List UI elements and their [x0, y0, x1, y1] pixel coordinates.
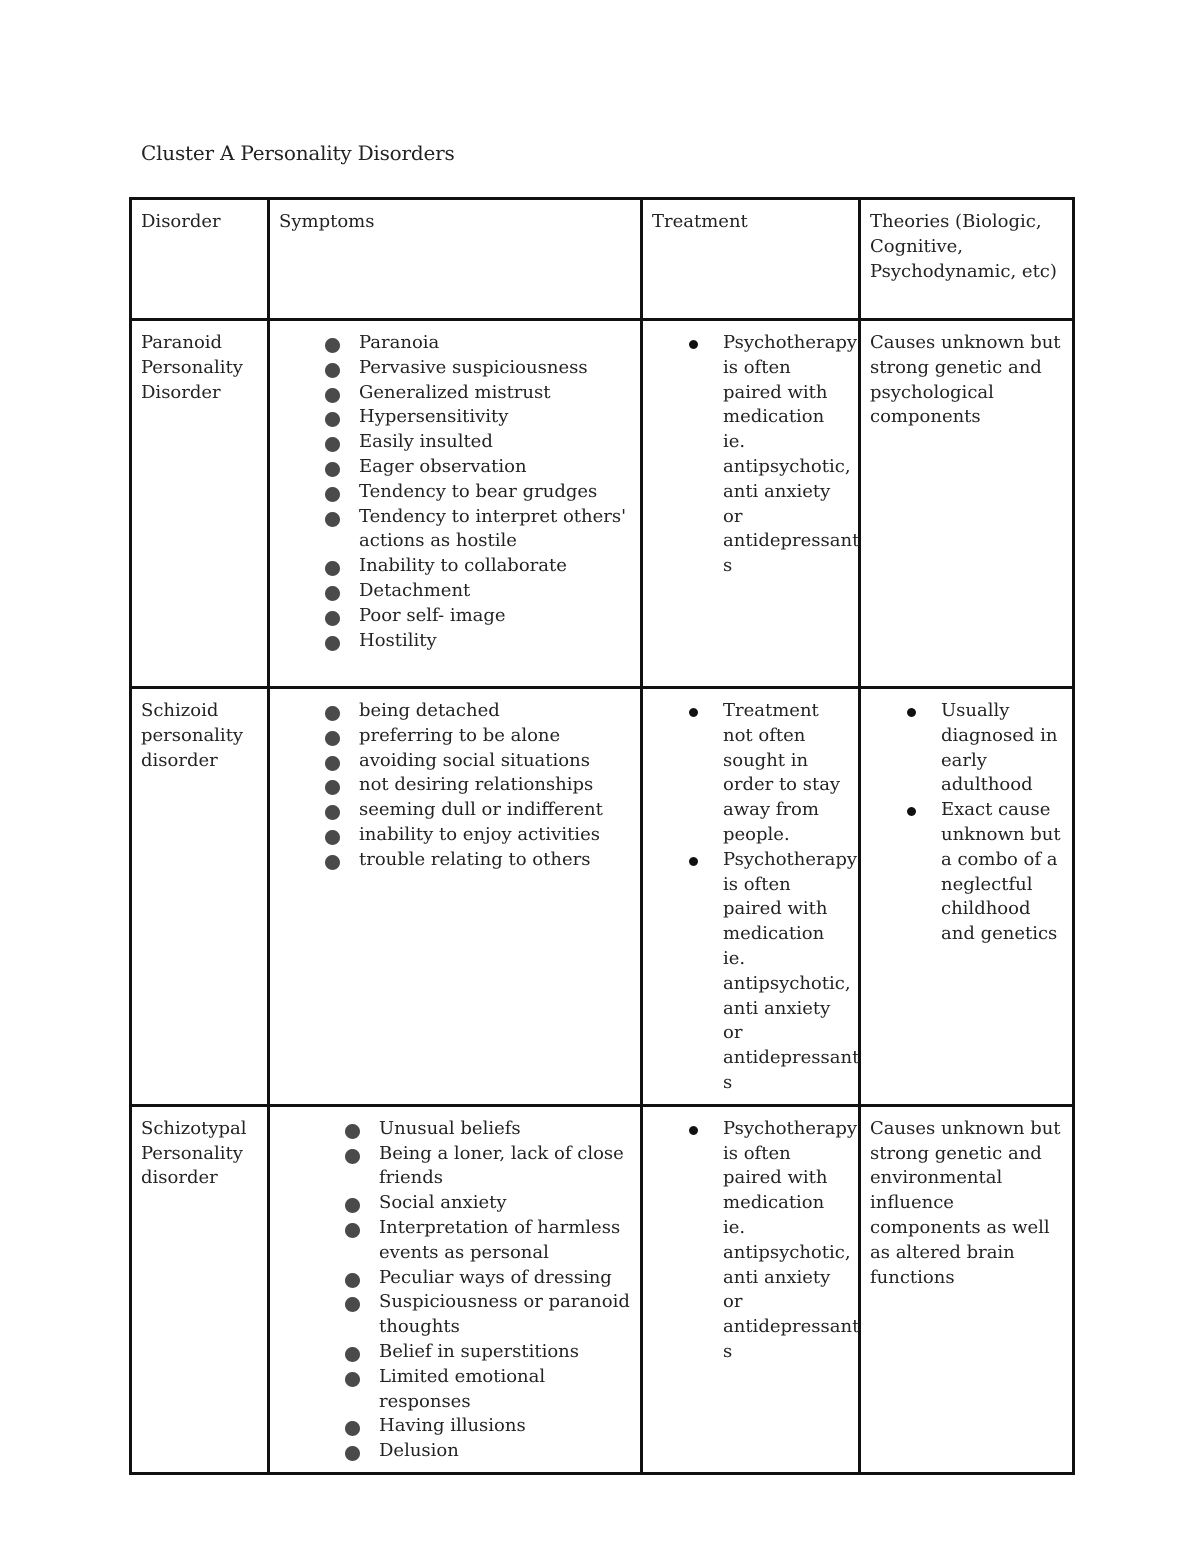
table-row	[131, 1105, 1074, 1473]
list-item: Delusion	[379, 1439, 632, 1464]
table-row	[131, 320, 1074, 688]
header-theories: Theories (Biologic, Cognitive, Psychodynamic, etc)	[860, 199, 1074, 320]
list-item: Hostility	[359, 629, 632, 654]
symptoms-list	[279, 1117, 632, 1464]
list-item: Limited emotional responses	[379, 1365, 632, 1415]
list-item: Easily insulted	[359, 430, 632, 455]
theories-cell: Causes unknown but strong genetic and psychological components	[860, 320, 1074, 688]
list-item: Psychotherapy is often paired with medication ie. antipsychotic, anti anxiety or antidepressant s	[723, 331, 850, 579]
treatment-cell	[642, 1105, 860, 1473]
symptoms-list	[279, 699, 632, 873]
theories-cell: Causes unknown but strong genetic and environmental influence components as well as altered brain functions	[860, 1105, 1074, 1473]
list-item: Pervasive suspiciousness	[359, 356, 632, 381]
list-item: Generalized mistrust	[359, 381, 632, 406]
table-row	[131, 688, 1074, 1106]
list-item: Having illusions	[379, 1414, 632, 1439]
list-item: Peculiar ways of dressing	[379, 1266, 632, 1291]
header-treatment: Treatment	[642, 199, 860, 320]
list-item: Inability to collaborate	[359, 554, 632, 579]
list-item: trouble relating to others	[359, 848, 632, 873]
treatment-list	[652, 331, 860, 579]
treatment-cell	[642, 320, 860, 688]
list-item: Belief in superstitions	[379, 1340, 632, 1365]
disorder-cell: Schizotypal Personality disorder	[131, 1105, 269, 1473]
header-symptoms: Symptoms	[269, 199, 642, 320]
list-item: Treatment not often sought in order to stay away from people.	[723, 699, 850, 848]
list-item: avoiding social situations	[359, 749, 632, 774]
theories-cell	[860, 688, 1074, 1106]
list-item: Unusual beliefs	[379, 1117, 632, 1142]
treatment-list	[652, 699, 860, 1096]
list-item: Interpretation of harmless events as personal	[379, 1216, 632, 1266]
list-item: Psychotherapy is often paired with medication ie. antipsychotic, anti anxiety or antidepressant s	[723, 848, 850, 1096]
list-item: Usually diagnosed in early adulthood	[941, 699, 1064, 798]
treatment-list	[652, 1117, 860, 1365]
header-row	[131, 199, 1074, 320]
theories-list	[870, 699, 1064, 947]
disorders-table	[129, 197, 1075, 1475]
list-item: preferring to be alone	[359, 724, 632, 749]
list-item: Exact cause unknown but a combo of a neglectful childhood and genetics	[941, 798, 1064, 947]
list-item: Being a loner, lack of close friends	[379, 1142, 632, 1192]
symptoms-cell	[269, 1105, 642, 1473]
header-disorder: Disorder	[131, 199, 269, 320]
list-item: Paranoia	[359, 331, 632, 356]
symptoms-cell	[269, 320, 642, 688]
list-item: Psychotherapy is often paired with medication ie. antipsychotic, anti anxiety or antidepressant s	[723, 1117, 850, 1365]
list-item: Suspiciousness or paranoid thoughts	[379, 1290, 632, 1340]
list-item: inability to enjoy activities	[359, 823, 632, 848]
symptoms-cell	[269, 688, 642, 1106]
list-item: Tendency to interpret others' actions as hostile	[359, 505, 632, 555]
document-title: Cluster A Personality Disorders	[141, 141, 455, 165]
disorder-cell: Schizoid personality disorder	[131, 688, 269, 1106]
list-item: Detachment	[359, 579, 632, 604]
list-item: not desiring relationships	[359, 773, 632, 798]
list-item: Hypersensitivity	[359, 405, 632, 430]
list-item: Poor self- image	[359, 604, 632, 629]
list-item: Social anxiety	[379, 1191, 632, 1216]
list-item: Tendency to bear grudges	[359, 480, 632, 505]
list-item: Eager observation	[359, 455, 632, 480]
list-item: being detached	[359, 699, 632, 724]
list-item: seeming dull or indifferent	[359, 798, 632, 823]
disorder-cell: Paranoid Personality Disorder	[131, 320, 269, 688]
treatment-cell	[642, 688, 860, 1106]
symptoms-list	[279, 331, 632, 653]
